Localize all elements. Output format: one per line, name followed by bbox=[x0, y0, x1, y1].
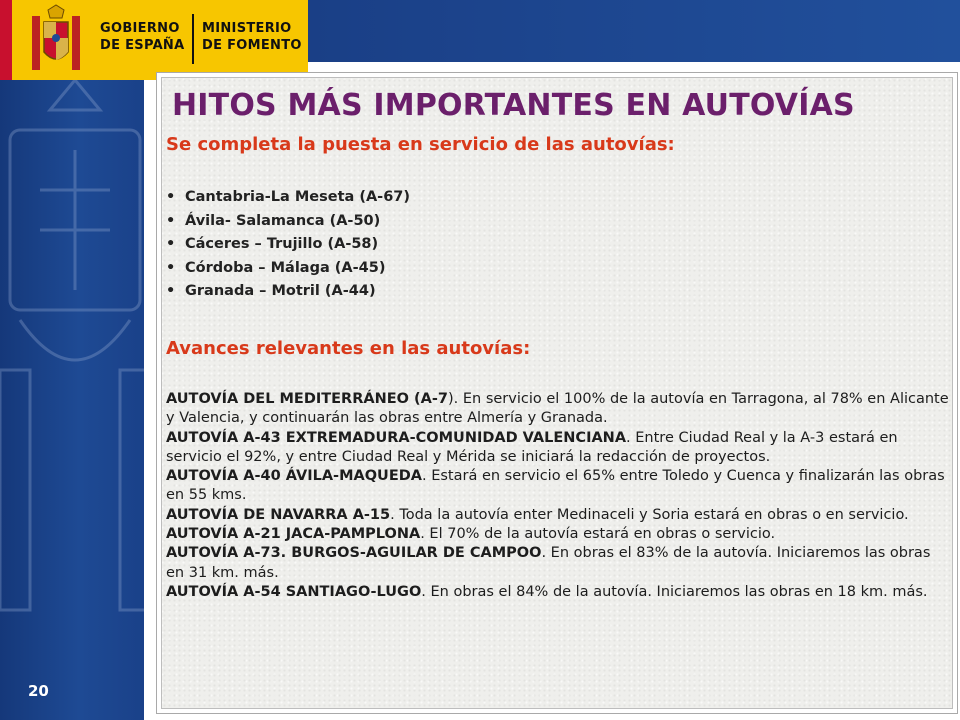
avance-entry bbox=[166, 429, 952, 468]
autovia-name: AUTOVÍA A-43 EXTREMADURA-COMUNIDAD VALENCIANA bbox=[166, 429, 627, 446]
section-heading-avances: Avances relevantes en las autovías: bbox=[166, 338, 531, 359]
ministerio-line-1: MINISTERIO bbox=[202, 21, 292, 36]
autovia-detail: . En obras el 84% de la autovía. Iniciaremos las obras en 18 km. más. bbox=[421, 583, 928, 600]
avance-entry bbox=[166, 467, 952, 506]
autovia-detail: . Estará en servicio el 65% entre Toledo y Cuenca y finalizarán las obras en 55 kms. bbox=[166, 468, 945, 504]
list-item: • Ávila- Salamanca (A-50) bbox=[164, 210, 410, 234]
autovia-name: AUTOVÍA A-73. BURGOS-AGUILAR DE CAMPOO bbox=[166, 545, 542, 562]
list-item: • Cáceres – Trujillo (A-58) bbox=[164, 233, 410, 257]
autovia-detail: . Entre Ciudad Real y la A-3 estará en servicio el 92%, y entre Ciudad Real y Mérida se iniciará la redacción de proyectos. bbox=[166, 429, 898, 465]
avance-entry bbox=[166, 525, 952, 544]
watermark-emblem-icon bbox=[0, 70, 144, 630]
avance-entry bbox=[166, 544, 952, 583]
autovia-detail: ). En servicio el 100% de la autovía en Tarragona, al 78% en Alicante y Valencia, y continuarán las obras entre Almería y Granada. bbox=[166, 391, 949, 427]
page-number: 20 bbox=[28, 682, 49, 700]
logo-divider bbox=[192, 14, 194, 64]
ministerio-text bbox=[202, 20, 302, 54]
list-item: • Cantabria-La Meseta (A-67) bbox=[164, 186, 410, 210]
header-band bbox=[308, 0, 960, 62]
gobierno-line-1: GOBIERNO bbox=[100, 21, 180, 36]
gobierno-line-2: DE ESPAÑA bbox=[100, 38, 185, 53]
avances-body bbox=[166, 390, 952, 602]
autovia-detail: . Toda la autovía enter Medinaceli y Soria estará en obras o en servicio. bbox=[390, 506, 909, 523]
autovia-name: AUTOVÍA A-54 SANTIAGO-LUGO bbox=[166, 583, 422, 600]
list-item: • Granada – Motril (A-44) bbox=[164, 280, 410, 304]
autovia-detail: . En obras el 83% de la autovía. Iniciaremos las obras en 31 km. más. bbox=[166, 545, 931, 581]
avance-entry bbox=[166, 583, 952, 602]
avance-entry bbox=[166, 506, 952, 525]
autovia-detail: . El 70% de la autovía estará en obras o servicio. bbox=[420, 526, 776, 543]
section-heading-puesta-servicio: Se completa la puesta en servicio de las autovías: bbox=[166, 134, 675, 155]
slide-title: HITOS MÁS IMPORTANTES EN AUTOVÍAS bbox=[172, 88, 855, 123]
gobierno-text bbox=[100, 20, 184, 54]
autovia-name: AUTOVÍA A-40 ÁVILA-MAQUEDA bbox=[166, 468, 422, 485]
coat-of-arms-icon bbox=[22, 4, 90, 76]
autovia-name: AUTOVÍA DEL MEDITERRÁNEO (A-7 bbox=[166, 391, 448, 407]
list-item: • Córdoba – Málaga (A-45) bbox=[164, 257, 410, 281]
completed-autovias-list bbox=[164, 186, 410, 304]
side-panel bbox=[0, 0, 144, 720]
autovia-name: AUTOVÍA A-21 JACA-PAMPLONA bbox=[166, 526, 421, 543]
avance-entry bbox=[166, 390, 952, 429]
eu-flag-strip bbox=[0, 0, 12, 80]
ministerio-line-2: DE FOMENTO bbox=[202, 38, 302, 53]
government-logo bbox=[12, 0, 308, 80]
autovia-name: AUTOVÍA DE NAVARRA A-15 bbox=[166, 506, 391, 523]
